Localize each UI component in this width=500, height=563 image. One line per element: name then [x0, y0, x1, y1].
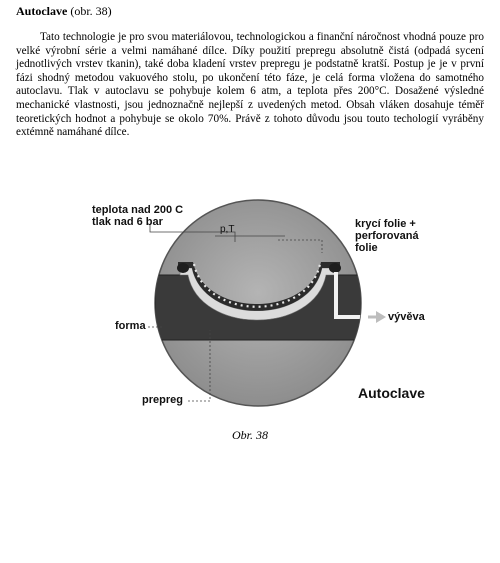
body-paragraph: Tato technologie je pro svou materiálovou, technologickou a finanční náročnost vhodná pouze pro velké výrobní série a velmi namáhané dílce. Díky použití prepregu absolutně čistá (odpadá sycení jednotlivých vrstev tkanin), také doba kladení vrstev prepregu je podstatně kratší. Postup je je v první fázi shodný metodou vakuového stolu, po ukončení této fáze, je celá forma vložena do samotného autoclavu. Tlak v autoclavu se pohybuje kolem 6 atm, a teplota přes 200°C. Dosažené výsledné mechanické vlastnosti, jsou jednoznačně nejlepší z uvedených metod. Obsah vláken dosahuje téměř teoretických hodnot a pohybuje se okolo 70%. Právě z tohoto důvodu jsou touto techologií vyráběny extémně namáhané dílce.	[16, 31, 484, 139]
label-prepreg: prepreg	[142, 394, 183, 406]
label-autoclave: Autoclave	[358, 385, 425, 401]
label-cover-line-2: perforovaná	[355, 230, 419, 242]
vacuum-arrow-head	[376, 311, 386, 323]
label-cover-foil	[355, 218, 419, 254]
heading-figure-ref: (obr. 38)	[70, 4, 112, 18]
label-cover-line-3: folie	[355, 242, 378, 254]
section-heading	[16, 4, 112, 19]
heading-title: Autoclave	[16, 4, 68, 18]
label-pt: p,T	[220, 224, 235, 235]
label-cover-line-1: krycí folie +	[355, 218, 416, 230]
label-vacuum-pump: vývěva	[388, 311, 425, 323]
sealant-left	[177, 263, 189, 273]
sealant-right	[329, 263, 341, 273]
label-pressure: tlak nad 6 bar	[92, 216, 163, 228]
figure-caption: Obr. 38	[231, 428, 268, 442]
autoclave-figure	[80, 180, 440, 430]
label-temperature: teplota nad 200 C	[92, 204, 184, 216]
label-mold: forma	[115, 320, 146, 332]
